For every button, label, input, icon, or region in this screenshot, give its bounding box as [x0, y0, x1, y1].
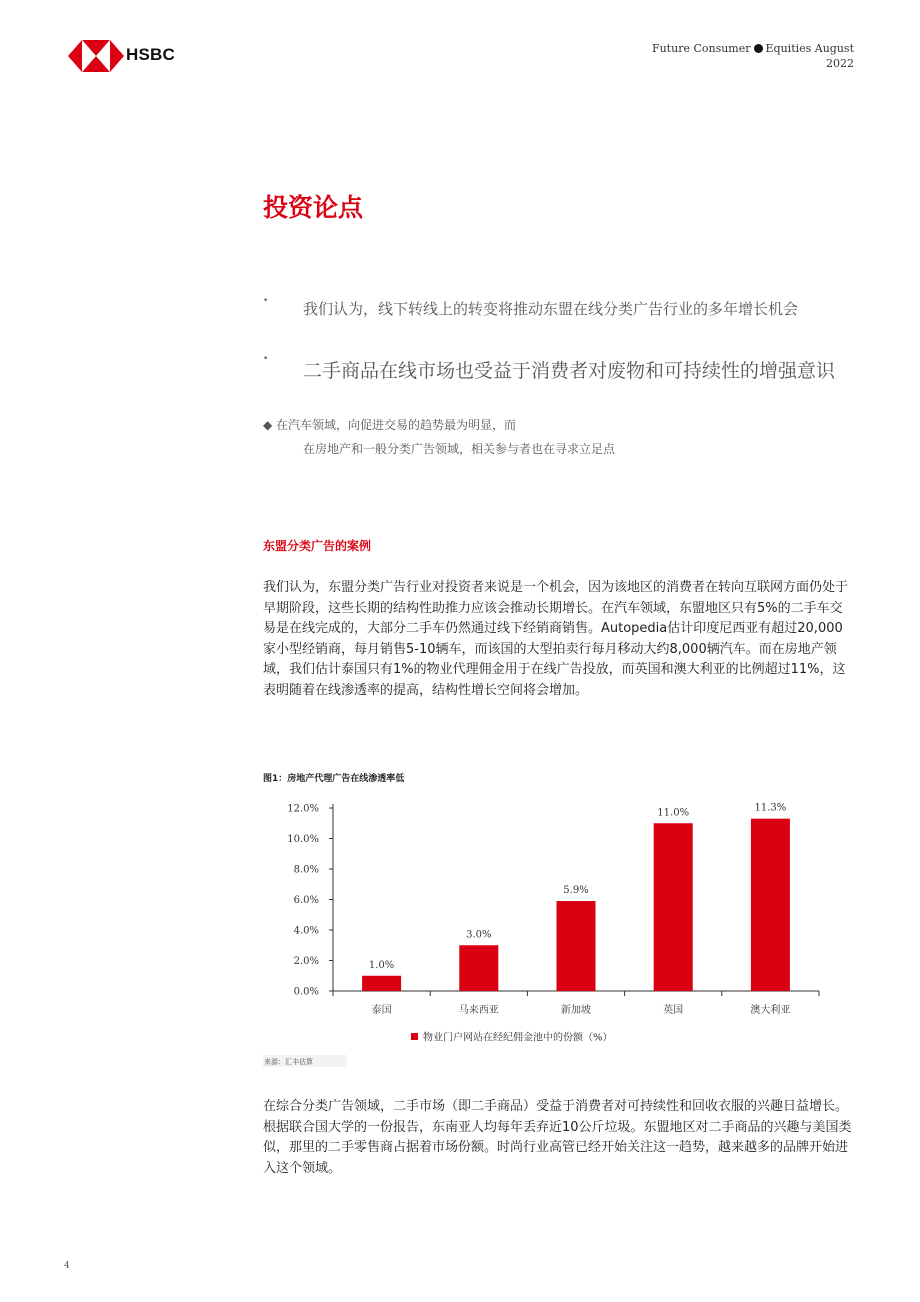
page-number: 4: [64, 1261, 70, 1271]
key-point-3-line2: 在房地产和一般分类广告领域，相关参与者也在寻求立足点: [303, 442, 616, 456]
body-paragraph-2: 在综合分类广告领域，二手市场（即二手商品）受益于消费者对可持续性和回收衣服的兴趣日益增长。根据联合国大学的一份报告，东南亚人均每年丢弃近10公斤垃圾。东盟地区对二手商品的兴趣与美国类似，那里的二手零售商占据着市场份额。时尚行业高管已经开始关注这一趋势，越来越多的品牌开始进入这个领域。: [263, 1099, 852, 1176]
y-tick-label: 12.0%: [287, 803, 319, 815]
x-axis: [333, 991, 819, 1016]
hsbc-hexagon-icon: [68, 40, 124, 72]
body-paragraph-1: 我们认为，东盟分类广告行业对投资者来说是一个机会，因为该地区的消费者在转向互联网方面仍处于早期阶段，这些长期的结构性助推力应该会推动长期增长。在汽车领域，东盟地区只有5%的二手车交易是在线完成的，大部分二手车仍然通过线下经销商销售。Autopedia估计印度尼西亚有超过20,000家小型经销商，每月销售5-10辆车，而该国的大型拍卖行每月移动大约8,000辆汽车。而在房地产领域，我们估计泰国只有1%的物业代理佣金用于在线广告投放，而英国和澳大利亚的比例超过11%，这表明随着在线渗透率的提高，结构性增长空间将会增加。: [263, 580, 849, 698]
bar: [654, 823, 693, 991]
data-label: 5.9%: [563, 885, 589, 897]
key-point-1: 我们认为，线下转线上的转变将推动东盟在线分类广告行业的多年增长机会: [303, 300, 799, 318]
x-tick-label: 马来西亚: [458, 1005, 499, 1016]
bar: [362, 976, 401, 991]
figure-title: 图1：房地产代理广告在线渗透率低: [263, 774, 405, 784]
brand-name: HSBC: [126, 45, 175, 64]
bars: [362, 803, 790, 991]
section-heading: 东盟分类广告的案例: [263, 539, 372, 553]
hsbc-logo: [68, 40, 188, 72]
key-point-2: 二手商品在线市场也受益于消费者对废物和可持续性的增强意识: [303, 360, 836, 382]
report-year: 2022: [826, 57, 854, 70]
legend: [411, 1031, 613, 1044]
bar: [459, 945, 498, 991]
y-axis: [287, 804, 333, 998]
report-header: [652, 41, 854, 71]
y-tick-label: 4.0%: [293, 925, 319, 937]
bullet-icon: •: [263, 296, 269, 306]
page-title: 投资论点: [263, 193, 364, 222]
data-label: 11.3%: [754, 802, 787, 814]
legend-label: 物业门户网站在经纪佣金池中的份额（%）: [423, 1032, 613, 1044]
report-type: Equities August: [765, 42, 854, 55]
chart-source: 来源：汇丰估算: [264, 1058, 313, 1066]
bullet-icon: •: [263, 354, 269, 364]
key-point-3-line1: ◆ 在汽车领域，向促进交易的趋势最为明显，而: [263, 418, 517, 432]
bar: [751, 819, 790, 991]
x-tick-label: 泰国: [371, 1005, 392, 1016]
x-tick-label: 英国: [663, 1005, 684, 1016]
legend-swatch: [411, 1033, 418, 1040]
y-tick-label: 0.0%: [293, 986, 319, 998]
data-label: 3.0%: [466, 929, 492, 941]
y-tick-label: 6.0%: [293, 895, 319, 906]
y-tick-label: 8.0%: [293, 864, 319, 876]
data-label: 1.0%: [368, 959, 395, 971]
data-label: 11.0%: [657, 807, 690, 819]
report-series: Future Consumer: [651, 42, 751, 55]
bullet-dot-icon: [754, 44, 763, 53]
y-tick-label: 10.0%: [287, 834, 319, 845]
bar: [557, 901, 596, 991]
y-tick-label: 2.0%: [293, 956, 319, 967]
x-tick-label: 新加坡: [561, 1005, 591, 1016]
bar-chart: [263, 792, 863, 1054]
x-tick-label: 澳大利亚: [750, 1005, 791, 1016]
